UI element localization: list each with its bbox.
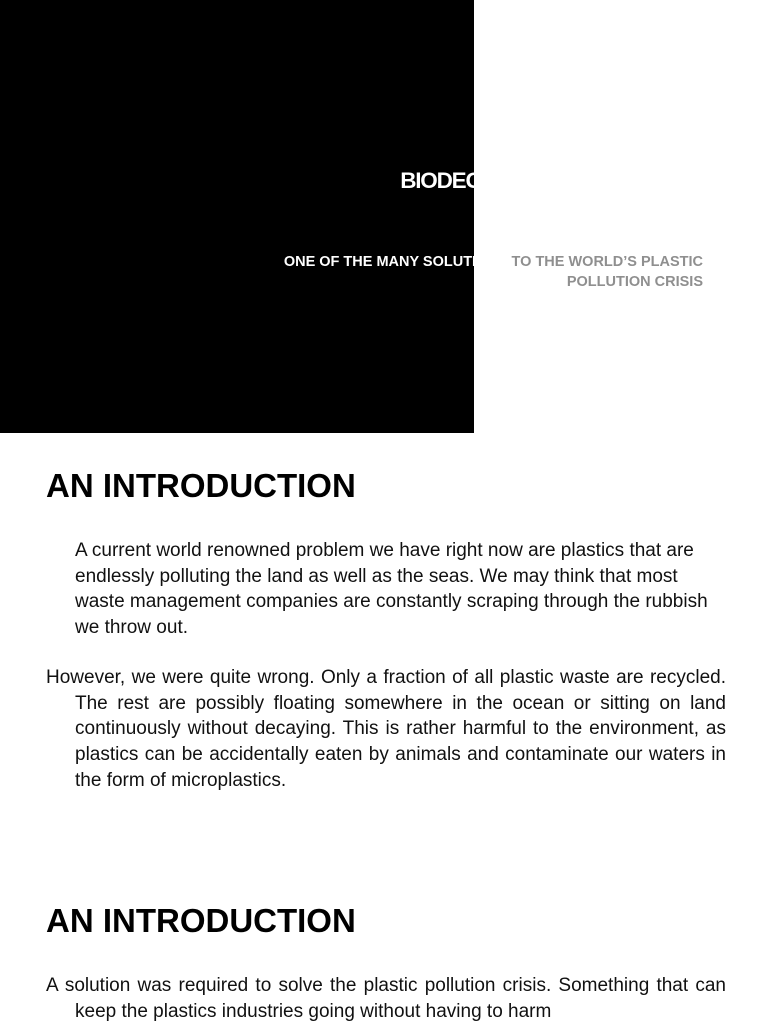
cover-subtitle [183, 252, 703, 292]
paragraph: A solution was required to solve the plastic pollution crisis. Something that can keep the plastics industries going without having to harm [46, 975, 726, 1022]
cover-slide [0, 0, 768, 433]
cover-subtitle-part1: ONE OF THE MANY SOLUTIONS [283, 254, 508, 270]
section-heading: AN INTRODUCTION [46, 902, 356, 939]
section-heading: AN INTRODUCTION [46, 467, 356, 504]
cover-subtitle-line1 [183, 252, 703, 272]
cover-black-block [0, 0, 474, 433]
cover-title: BIODEGRADABLE POLYMERS [400, 166, 703, 196]
paragraph: However, we were quite wrong. Only a fraction of all plastic waste are recycled. The rest are possibly floating somewhere in the ocean or sitting on land continuously without decaying. This is rather harmful to the environment, as plastics can be accidentally eaten by animals and contaminate our waters in the form of microplastics. [46, 666, 726, 791]
section-introduction-1 [46, 466, 726, 793]
cover-subtitle-line2: POLLUTION CRISIS [566, 274, 703, 290]
section-introduction-2 [46, 901, 726, 1024]
paragraph: A current world renowned problem we have right now are plastics that are endlessly polluting the land as well as the seas. We may think that most waste management companies are constantly scraping through the rubbish we throw out. [75, 540, 708, 639]
cover-subtitle-part2: TO THE WORLD’S PLASTIC [507, 254, 703, 270]
